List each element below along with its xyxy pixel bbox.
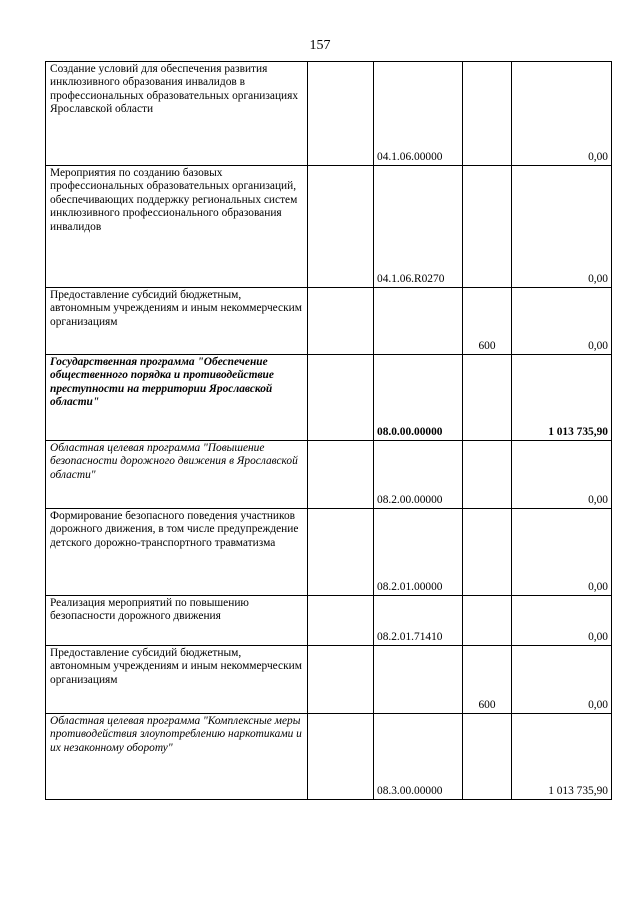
row-col2 xyxy=(308,646,374,714)
row-col2 xyxy=(308,441,374,509)
row-sum: 0,00 xyxy=(512,646,612,714)
table-row xyxy=(46,441,612,509)
row-sum: 1 013 735,90 xyxy=(512,355,612,441)
row-expense-type xyxy=(463,166,512,288)
row-expense-type: 600 xyxy=(463,288,512,355)
row-expense-type xyxy=(463,509,512,596)
table-row xyxy=(46,714,612,800)
row-code: 08.2.00.00000 xyxy=(374,441,463,509)
row-sum: 1 013 735,90 xyxy=(512,714,612,800)
row-sum: 0,00 xyxy=(512,166,612,288)
row-sum: 0,00 xyxy=(512,62,612,166)
row-code: 08.2.01.71410 xyxy=(374,596,463,646)
budget-table xyxy=(45,61,612,800)
row-name: Формирование безопасного поведения участников дорожного движения, в том числе предупреждение детского дорожно-транспортного травматизма xyxy=(46,509,308,596)
row-name: Предоставление субсидий бюджетным, автономным учреждениям и иным некоммерческим организациям xyxy=(46,646,308,714)
row-name: Реализация мероприятий по повышению безопасности дорожного движения xyxy=(46,596,308,646)
table-row xyxy=(46,288,612,355)
row-col2 xyxy=(308,714,374,800)
row-col2 xyxy=(308,62,374,166)
row-name: Областная целевая программа "Комплексные меры противодействия злоупотреблению наркотиками и их незаконному обороту" xyxy=(46,714,308,800)
table-row xyxy=(46,355,612,441)
row-name: Государственная программа "Обеспечение общественного порядка и противодействие преступности на территории Ярославской области" xyxy=(46,355,308,441)
row-sum: 0,00 xyxy=(512,509,612,596)
row-col2 xyxy=(308,288,374,355)
page-number: 157 xyxy=(309,38,331,53)
row-code: 08.2.01.00000 xyxy=(374,509,463,596)
row-name: Создание условий для обеспечения развития инклюзивного образования инвалидов в профессиональных образовательных организациях Ярославской области xyxy=(46,62,308,166)
row-code xyxy=(374,288,463,355)
row-name: Предоставление субсидий бюджетным, автономным учреждениям и иным некоммерческим организациям xyxy=(46,288,308,355)
row-code xyxy=(374,646,463,714)
row-sum: 0,00 xyxy=(512,441,612,509)
table-row xyxy=(46,596,612,646)
row-sum: 0,00 xyxy=(512,596,612,646)
row-code: 04.1.06.R0270 xyxy=(374,166,463,288)
row-col2 xyxy=(308,166,374,288)
table-row xyxy=(46,166,612,288)
row-code: 04.1.06.00000 xyxy=(374,62,463,166)
row-col2 xyxy=(308,509,374,596)
row-code: 08.3.00.00000 xyxy=(374,714,463,800)
row-expense-type xyxy=(463,355,512,441)
row-col2 xyxy=(308,596,374,646)
row-name: Областная целевая программа "Повышение безопасности дорожного движения в Ярославской области" xyxy=(46,441,308,509)
row-expense-type xyxy=(463,714,512,800)
row-expense-type xyxy=(463,441,512,509)
row-sum: 0,00 xyxy=(512,288,612,355)
row-expense-type: 600 xyxy=(463,646,512,714)
row-name: Мероприятия по созданию базовых профессиональных образовательных организаций, обеспечивающих поддержку региональных систем инклюзивного профессионального образования инвалидов xyxy=(46,166,308,288)
table-row xyxy=(46,509,612,596)
row-expense-type xyxy=(463,596,512,646)
table-row xyxy=(46,646,612,714)
row-code: 08.0.00.00000 xyxy=(374,355,463,441)
row-col2 xyxy=(308,355,374,441)
row-expense-type xyxy=(463,62,512,166)
table-row xyxy=(46,62,612,166)
